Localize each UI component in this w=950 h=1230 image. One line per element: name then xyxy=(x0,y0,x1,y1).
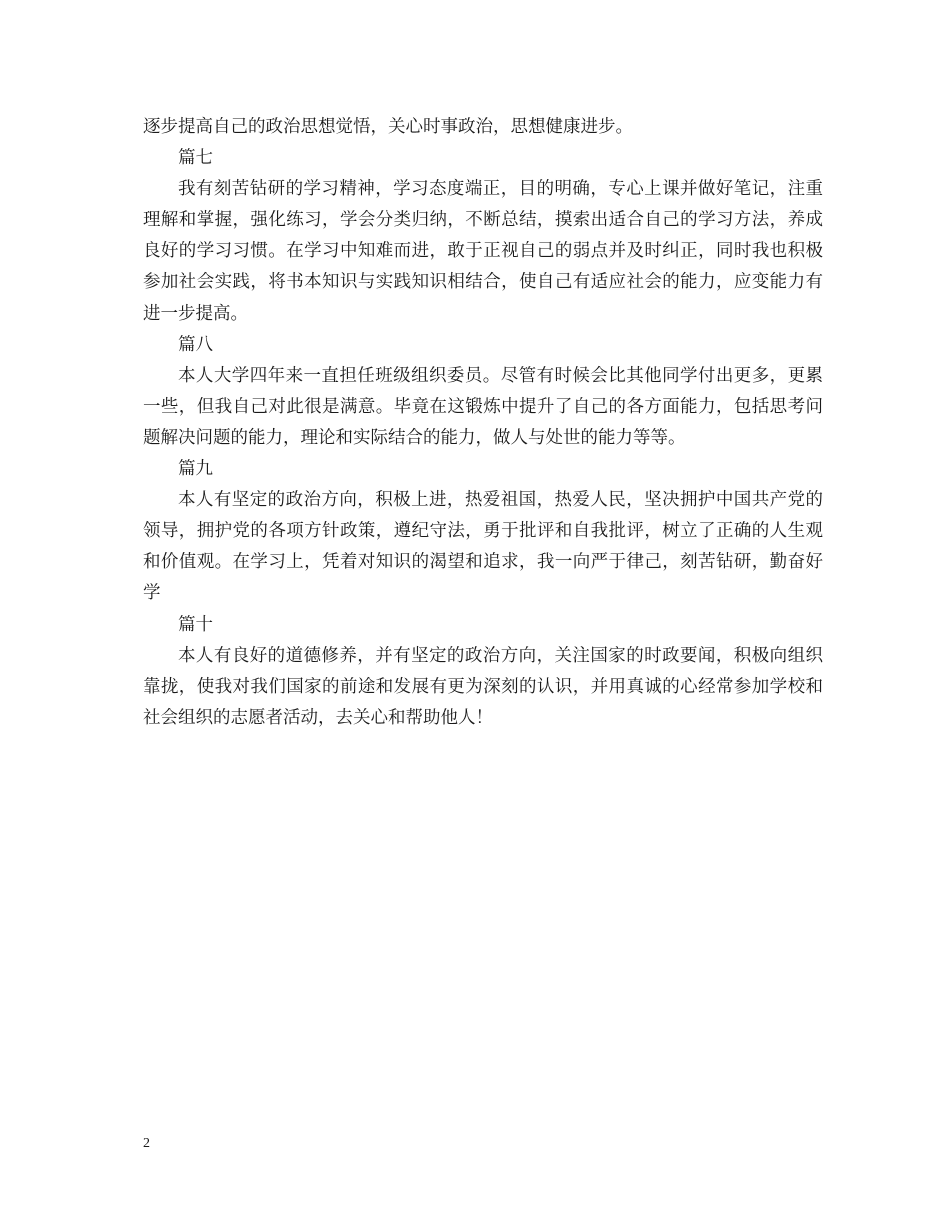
document-body xyxy=(143,112,823,734)
paragraph-section-7: 我有刻苦钻研的学习精神，学习态度端正，目的明确，专心上课并做好笔记，注重理解和掌握，强化练习，学会分类归纳，不断总结，摸索出适合自己的学习方法，养成良好的学习习惯。在学习中知难而进，敢于正视自己的弱点并及时纠正，同时我也积极参加社会实践，将书本知识与实践知识相结合，使自己有适应社会的能力，应变能力有进一步提高。 xyxy=(143,179,823,324)
section-heading-10: 篇十 xyxy=(178,614,213,635)
paragraph-section-9: 本人有坚定的政治方向，积极上进，热爱祖国，热爱人民，坚决拥护中国共产党的领导，拥护党的各项方针政策，遵纪守法，勇于批评和自我批评，树立了正确的人生观和价值观。在学习上，凭着对知识的渴望和追求，我一向严于律己，刻苦钻研，勤奋好学 xyxy=(143,490,823,604)
page-number: 2 xyxy=(143,1136,150,1151)
paragraph-section-10: 本人有良好的道德修养，并有坚定的政治方向，关注国家的时政要闻，积极向组织靠拢，使我对我们国家的前途和发展有更为深刻的认识，并用真诚的心经常参加学校和社会组织的志愿者活动，去关心和帮助他人！ xyxy=(143,645,823,728)
paragraph-section-8: 本人大学四年来一直担任班级组织委员。尽管有时候会比其他同学付出更多，更累一些，但我自己对此很是满意。毕竟在这锻炼中提升了自己的各方面能力，包括思考问题解决问题的能力，理论和实际结合的能力，做人与处世的能力等等。 xyxy=(143,365,823,448)
section-heading-9: 篇九 xyxy=(178,459,213,480)
section-heading-7: 篇七 xyxy=(178,148,213,169)
section-heading-8: 篇八 xyxy=(178,334,213,355)
paragraph-continuation: 逐步提高自己的政治思想觉悟，关心时事政治，思想健康进步。 xyxy=(143,117,633,137)
